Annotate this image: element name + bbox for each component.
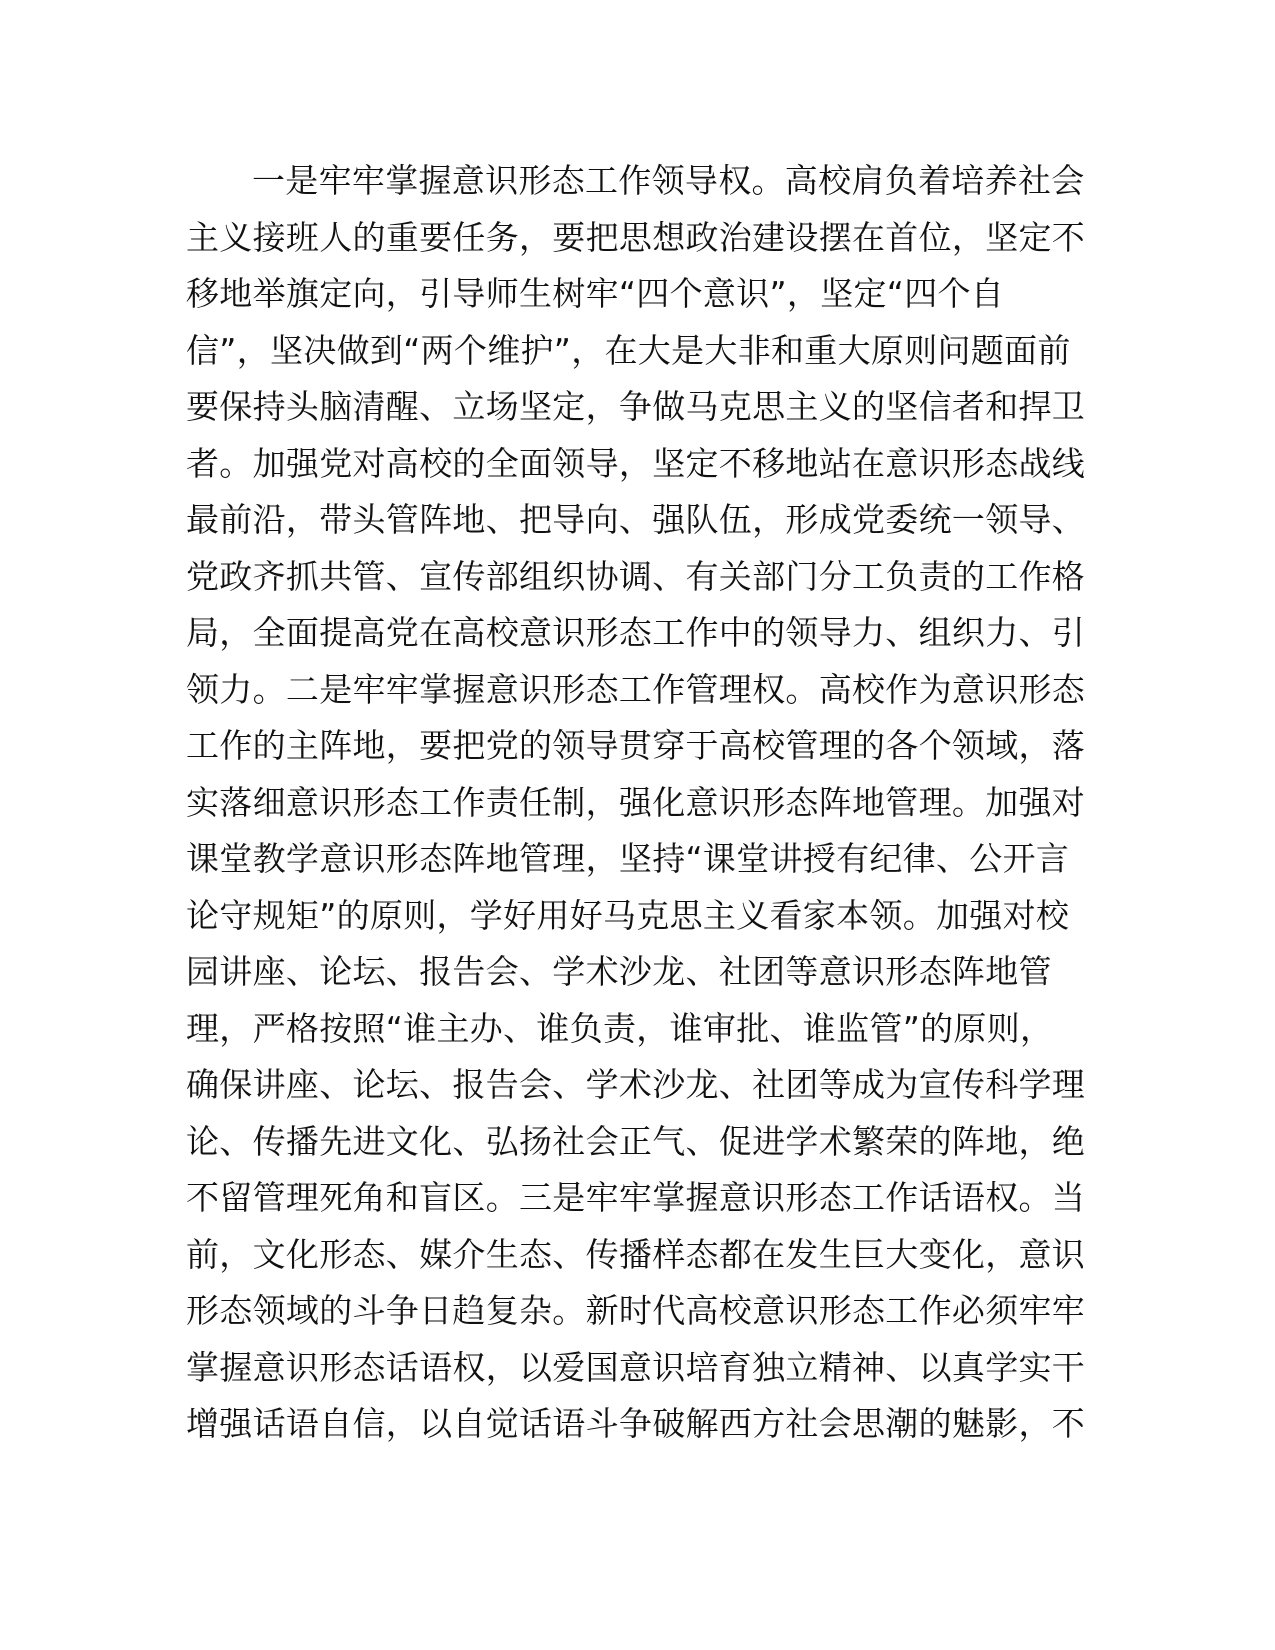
text-line: 形态领域的斗争日趋复杂。新时代高校意识形态工作必须牢牢 bbox=[186, 1291, 1086, 1330]
text-line: 实落细意识形态工作责任制，强化意识形态阵地管理。加强对 bbox=[186, 782, 1086, 822]
text-line: 要保持头脑清醒、立场坚定，争做马克思主义的坚信者和捍卫 bbox=[186, 387, 1086, 426]
text-line: 掌握意识形态话语权，以爱国意识培育独立精神、以真学实干 bbox=[186, 1347, 1086, 1387]
text-line: 前，文化形态、媒介生态、传播样态都在发生巨大变化，意识 bbox=[186, 1234, 1086, 1274]
text-line: 论、传播先进文化、弘扬社会正气、促进学术繁荣的阵地，绝 bbox=[186, 1121, 1086, 1161]
text-line: 移地举旗定向，引导师生树牢“四个意识”，坚定“四个自 bbox=[186, 274, 1005, 313]
text-line: 一是牢牢掌握意识形态工作领导权。高校肩负着培养社会 bbox=[252, 161, 1085, 200]
text-line: 主义接班人的重要任务，要把思想政治建设摆在首位，坚定不 bbox=[186, 217, 1086, 257]
text-line: 课堂教学意识形态阵地管理，坚持“课堂讲授有纪律、公开言 bbox=[186, 839, 1070, 878]
text-line: 局，全面提高党在高校意识形态工作中的领导力、组织力、引 bbox=[186, 613, 1086, 652]
text-line: 者。加强党对高校的全面领导，坚定不移地站在意识形态战线 bbox=[186, 443, 1086, 483]
body-paragraph bbox=[186, 153, 1086, 1453]
text-line: 信”，坚决做到“两个维护”，在大是大非和重大原则问题面前 bbox=[186, 330, 1071, 370]
text-line: 领力。二是牢牢掌握意识形态工作管理权。高校作为意识形态 bbox=[186, 669, 1086, 709]
text-line: 不留管理死角和盲区。三是牢牢掌握意识形态工作话语权。当 bbox=[186, 1178, 1086, 1217]
text-line: 最前沿，带头管阵地、把导向、强队伍，形成党委统一领导、 bbox=[186, 500, 1086, 539]
text-line: 论守规矩”的原则，学好用好马克思主义看家本领。加强对校 bbox=[186, 895, 1070, 935]
text-line: 理，严格按照“谁主办、谁负责，谁审批、谁监管”的原则， bbox=[186, 1008, 1054, 1048]
text-line: 增强话语自信，以自觉话语斗争破解西方社会思潮的魅影，不 bbox=[186, 1404, 1086, 1443]
text-line: 工作的主阵地，要把党的领导贯穿于高校管理的各个领域，落 bbox=[186, 726, 1086, 765]
text-line: 确保讲座、论坛、报告会、学术沙龙、社团等成为宣传科学理 bbox=[186, 1065, 1086, 1104]
text-line: 党政齐抓共管、宣传部组织协调、有关部门分工负责的工作格 bbox=[186, 556, 1086, 596]
text-line: 园讲座、论坛、报告会、学术沙龙、社团等意识形态阵地管 bbox=[186, 952, 1052, 991]
